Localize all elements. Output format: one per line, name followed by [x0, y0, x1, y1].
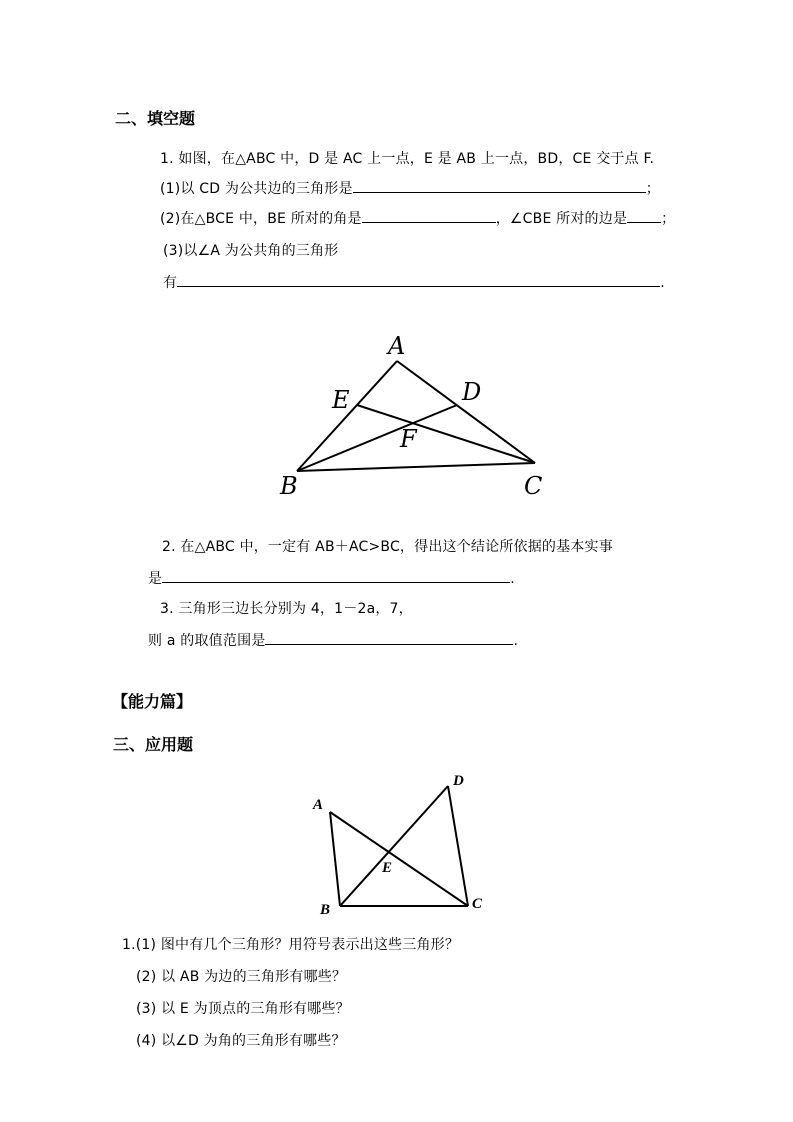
segment-ac-2	[330, 812, 468, 906]
figure-1-label-b: B	[280, 472, 298, 500]
answer-blank-5[interactable]	[162, 568, 510, 583]
question-1-part-2	[160, 208, 675, 228]
figure-2-label-c: C	[472, 896, 483, 912]
ability-heading: 【能力篇】	[112, 692, 193, 711]
question-3-continuation	[148, 630, 518, 650]
application-question-4: (4) 以∠D 为角的三角形有哪些？	[136, 1033, 346, 1049]
question-1-part-1-text: (1)以 CD 为公共边的三角形是	[160, 181, 353, 197]
question-2-continuation	[148, 568, 515, 588]
figure-1-label-d: D	[462, 378, 482, 406]
answer-blank-3[interactable]	[627, 208, 661, 223]
question-2-end: .	[510, 571, 515, 587]
figure-2-label-e: E	[382, 860, 393, 876]
question-1-part-1-end: ；	[645, 181, 660, 197]
segment-bc	[297, 463, 535, 471]
answer-blank-2[interactable]	[362, 208, 496, 223]
application-question-3: (3) 以 E 为顶点的三角形有哪些？	[136, 1001, 350, 1017]
question-1-part-2-end: ；	[661, 211, 676, 227]
question-1-part-1	[160, 178, 660, 198]
question-1-part-3-continuation	[163, 272, 665, 292]
segment-bd-2	[340, 786, 448, 906]
figure-2-label-d: D	[453, 773, 464, 789]
figure-1-label-c: C	[524, 472, 543, 500]
answer-blank-6[interactable]	[265, 630, 513, 645]
question-2-stem: 2. 在△ABC 中，一定有 AB＋AC>BC，得出这个结论所依据的基本实事	[162, 539, 613, 555]
question-2-cont-text: 是	[148, 571, 163, 587]
question-1-part-3-cont-text: 有	[163, 275, 178, 291]
application-question-1: 1.(1) 图中有几个三角形？用符号表示出这些三角形？	[122, 937, 460, 953]
segment-ce	[357, 405, 535, 463]
question-1-part-3-end: .	[660, 275, 665, 291]
question-1-stem: 1. 如图，在△ABC 中，D 是 AC 上一点，E 是 AB 上一点，BD，CE 交于点 F.	[160, 151, 655, 167]
section-heading-fill-blank: 二、填空题	[115, 109, 196, 128]
figure-1-label-a: A	[388, 332, 406, 360]
triangle-figure-1	[270, 325, 560, 510]
answer-blank-4[interactable]	[177, 272, 660, 287]
figure-2-label-a: A	[313, 797, 324, 813]
question-3-end: .	[513, 633, 519, 649]
section-heading-application: 三、应用题	[113, 735, 194, 754]
figure-1-label-f: F	[400, 425, 417, 453]
question-3-stem: 3. 三角形三边长分别为 4，1－2a，7，	[160, 601, 413, 617]
triangle-figure-2	[300, 770, 500, 920]
question-3-cont-text: 则 a 的取值范围是	[148, 633, 266, 649]
segment-ab	[297, 361, 397, 471]
answer-blank-1[interactable]	[353, 178, 646, 193]
segment-ab-2	[330, 812, 340, 906]
segment-dc-2	[448, 786, 468, 906]
figure-2-label-b: B	[320, 902, 331, 918]
question-1-part-2-text-a: (2)在△BCE 中，BE 所对的角是	[160, 211, 362, 227]
segment-ac	[397, 361, 535, 463]
application-question-2: (2) 以 AB 为边的三角形有哪些？	[136, 969, 347, 985]
question-1-part-3: (3)以∠A 为公共角的三角形	[163, 243, 339, 259]
figure-1-label-e: E	[332, 386, 350, 414]
question-1-part-2-text-b: ，∠CBE 所对的边是	[495, 211, 628, 227]
segment-bd	[297, 405, 457, 471]
